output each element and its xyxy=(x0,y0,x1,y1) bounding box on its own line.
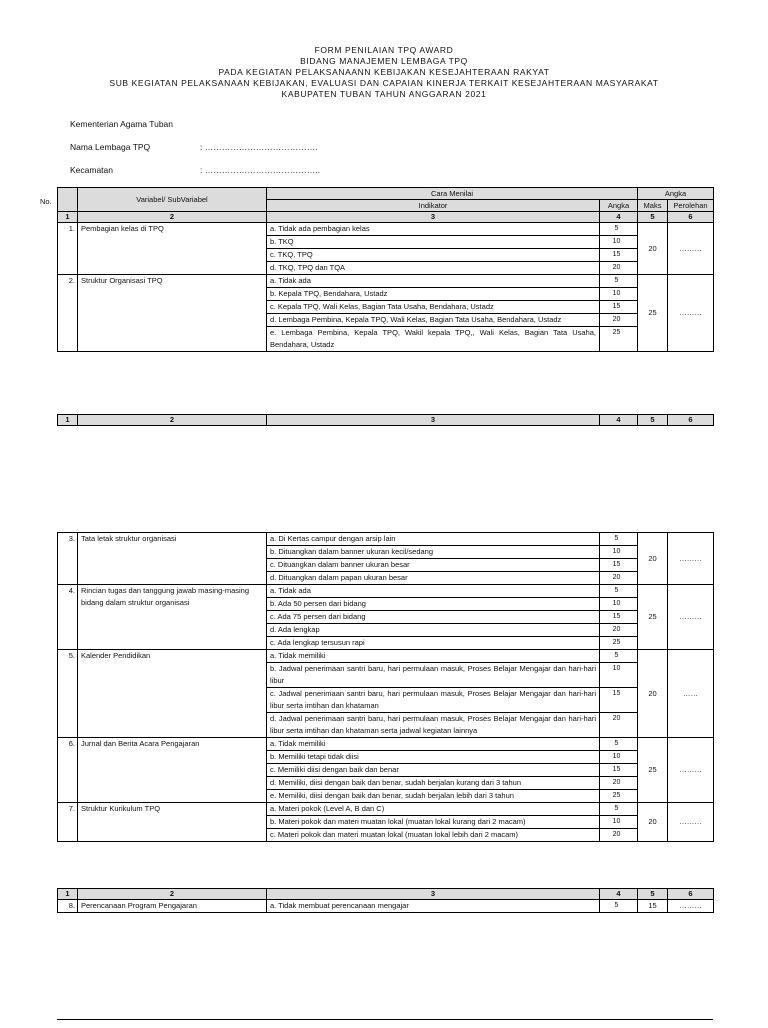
colnum-6: 6 xyxy=(668,415,714,426)
max-score: 20 xyxy=(638,803,668,842)
colnum-5: 5 xyxy=(638,889,668,900)
max-score: 15 xyxy=(638,900,668,913)
indicator-row xyxy=(58,585,714,598)
indicator-text: c. Jadwal penerimaan santri baru, hari permulaan masuk, Proses Belajar Mengajar dan hari-hari libur serta imtihan dan khataman xyxy=(267,688,600,713)
header-variabel: Variabel/ SubVariabel xyxy=(78,188,267,212)
indicator-text: a. Tidak memiliki xyxy=(267,650,600,663)
indicator-text: b. Kepala TPQ, Bendahara, Ustadz xyxy=(267,288,600,301)
indicator-score: 25 xyxy=(600,637,638,650)
column-number-strip-1 xyxy=(57,414,714,426)
header-maks: Maks xyxy=(638,200,668,212)
indicator-score: 25 xyxy=(600,327,638,352)
indicator-text: b. Materi pokok dan materi muatan lokal (muatan lokal kurang dari 2 macam) xyxy=(267,816,600,829)
section-variable: Perencanaan Program Pengajaran xyxy=(78,900,267,913)
section-number: 5. xyxy=(58,650,78,738)
assessment-table-3 xyxy=(57,888,714,913)
colnum-3: 3 xyxy=(267,212,600,223)
indicator-text: d. Memiliki, diisi dengan baik dan benar, sudah berjalan kurang dari 3 tahun xyxy=(267,777,600,790)
indicator-score: 20 xyxy=(600,713,638,738)
indicator-score: 20 xyxy=(600,262,638,275)
indicator-text: a. Tidak ada pembagian kelas xyxy=(267,223,600,236)
indicator-row xyxy=(58,803,714,816)
colnum-4: 4 xyxy=(600,415,638,426)
max-score: 25 xyxy=(638,738,668,803)
section-number: 1. xyxy=(58,223,78,275)
tpq-name-label: Nama Lembaga TPQ xyxy=(70,142,151,152)
assessment-table-2 xyxy=(57,532,714,842)
indicator-text: c. Ada 75 persen dari bidang xyxy=(267,611,600,624)
section-number: 7. xyxy=(58,803,78,842)
score-input[interactable]: ……… xyxy=(668,223,714,275)
column-number-row xyxy=(58,212,714,223)
indicator-text: b. Ada 50 persen dari bidang xyxy=(267,598,600,611)
colnum-1: 1 xyxy=(58,415,78,426)
section-number: 2. xyxy=(58,275,78,352)
indicator-score: 20 xyxy=(600,314,638,327)
max-score: 20 xyxy=(638,533,668,585)
max-score: 25 xyxy=(638,275,668,352)
colnum-3: 3 xyxy=(267,889,600,900)
section-number: 3. xyxy=(58,533,78,585)
indicator-row xyxy=(58,275,714,288)
score-input[interactable]: ……… xyxy=(668,585,714,650)
section-variable: Tata letak struktur organisasi xyxy=(78,533,267,585)
indicator-row xyxy=(58,223,714,236)
assessment-table-1 xyxy=(57,187,714,352)
indicator-text: d. TKQ, TPQ dan TQA xyxy=(267,262,600,275)
organization-name: Kementerian Agama Tuban xyxy=(70,119,174,129)
tpq-name-field[interactable] xyxy=(70,142,318,152)
indicator-row xyxy=(58,533,714,546)
indicator-score: 5 xyxy=(600,650,638,663)
header-perolehan: Perolehan xyxy=(668,200,714,212)
form-activity: PADA KEGIATAN PELAKSANAANN KEBIJAKAN KESEJAHTERAAN RAKYAT xyxy=(218,67,550,77)
section-variable: Struktur Organisasi TPQ xyxy=(78,275,267,352)
score-input[interactable]: …… xyxy=(668,650,714,738)
kecamatan-value[interactable]: : ………………………………….. xyxy=(200,165,320,175)
section-variable: Rincian tugas dan tanggung jawab masing-masing bidang dalam struktur organisasi xyxy=(78,585,267,650)
indicator-score: 25 xyxy=(600,790,638,803)
section-variable: Kalender Pendidikan xyxy=(78,650,267,738)
indicator-score: 5 xyxy=(600,533,638,546)
indicator-text: e. Lembaga Pembina, Kepala TPQ, Wakil kepala TPQ,, Wali Kelas, Bagian Tata Usaha, Bendahara, Ustadz xyxy=(267,327,600,352)
indicator-score: 5 xyxy=(600,223,638,236)
colnum-3: 3 xyxy=(267,415,600,426)
header-indikator: Indikator xyxy=(267,200,600,212)
colnum-2: 2 xyxy=(78,889,267,900)
indicator-text: a. Tidak ada xyxy=(267,585,600,598)
form-subtitle: BIDANG MANAJEMEN LEMBAGA TPQ xyxy=(300,56,468,66)
colnum-6: 6 xyxy=(668,212,714,223)
colnum-2: 2 xyxy=(78,212,267,223)
indicator-score: 10 xyxy=(600,598,638,611)
indicator-text: c. Materi pokok dan materi muatan lokal (muatan lokal lebih dari 2 macam) xyxy=(267,829,600,842)
indicator-text: a. Tidak memiliki xyxy=(267,738,600,751)
indicator-text: c. Ada lengkap tersusun rapi xyxy=(267,637,600,650)
indicator-row xyxy=(58,900,714,913)
indicator-text: a. Tidak ada xyxy=(267,275,600,288)
max-score: 25 xyxy=(638,585,668,650)
form-subactivity: SUB KEGIATAN PELAKSANAAN KEBIJAKAN, EVALUASI DAN CAPAIAN KINERJA TERKAIT KESEJAHTERAAN MASYARAKAT xyxy=(109,78,659,88)
indicator-text: b. Jadwal penerimaan santri baru, hari permulaan masuk, Proses Belajar Mengajar dan hari-hari libur xyxy=(267,663,600,688)
indicator-score: 5 xyxy=(600,900,638,913)
form-title: FORM PENILAIAN TPQ AWARD xyxy=(314,45,454,55)
section-variable: Jurnal dan Berita Acara Pengajaran xyxy=(78,738,267,803)
score-input[interactable]: ……… xyxy=(668,803,714,842)
indicator-row xyxy=(58,650,714,663)
indicator-score: 10 xyxy=(600,288,638,301)
kecamatan-field[interactable] xyxy=(70,165,320,175)
indicator-text: c. TKQ, TPQ xyxy=(267,249,600,262)
indicator-text: b. Memiliki tetapi tidak diisi xyxy=(267,751,600,764)
indicator-score: 5 xyxy=(600,803,638,816)
section-variable: Pembagian kelas di TPQ xyxy=(78,223,267,275)
header-cara-menilai: Cara Menilai xyxy=(267,188,638,200)
indicator-text: a. Materi pokok (Level A, B dan C) xyxy=(267,803,600,816)
score-input[interactable]: ……… xyxy=(668,900,714,913)
indicator-text: c. Kepala TPQ, Wali Kelas, Bagian Tata Usaha, Bendahara, Ustadz xyxy=(267,301,600,314)
indicator-text: a. Di Kertas campur dengan arsip lain xyxy=(267,533,600,546)
section-number: 6. xyxy=(58,738,78,803)
colnum-6: 6 xyxy=(668,889,714,900)
form-year: KABUPATEN TUBAN TAHUN ANGGARAN 2021 xyxy=(281,89,487,99)
score-input[interactable]: ……… xyxy=(668,738,714,803)
indicator-text: a. Tidak membuat perencanaan mengajar xyxy=(267,900,600,913)
section-number: 8. xyxy=(58,900,78,913)
max-score: 20 xyxy=(638,223,668,275)
indicator-score: 15 xyxy=(600,301,638,314)
indicator-score: 20 xyxy=(600,829,638,842)
indicator-score: 5 xyxy=(600,275,638,288)
tpq-name-value[interactable]: : …………………………………. xyxy=(200,142,318,152)
indicator-text: d. Lembaga Pembina, Kepala TPQ, Wali Kelas, Bagian Tata Usaha, Bendahara, Ustadz xyxy=(267,314,600,327)
indicator-text: c. Dituangkan dalam banner ukuran besar xyxy=(267,559,600,572)
indicator-text: d. Dituangkan dalam papan ukuran besar xyxy=(267,572,600,585)
indicator-score: 10 xyxy=(600,546,638,559)
score-input[interactable]: ……… xyxy=(668,533,714,585)
kecamatan-label: Kecamatan xyxy=(70,165,113,175)
indicator-text: d. Jadwal penerimaan santri baru, hari permulaan masuk, Proses Belajar Mengajar dan hari-hari libur serta imtihan dan khataman serta jadwal kegiatan lainnya xyxy=(267,713,600,738)
indicator-score: 15 xyxy=(600,764,638,777)
colnum-5: 5 xyxy=(638,212,668,223)
header-blank xyxy=(58,188,78,212)
indicator-score: 20 xyxy=(600,777,638,790)
colnum-1: 1 xyxy=(58,889,78,900)
header-angka-group: Angka xyxy=(638,188,714,200)
colnum-1: 1 xyxy=(58,212,78,223)
score-input[interactable]: ……… xyxy=(668,275,714,352)
indicator-score: 15 xyxy=(600,559,638,572)
indicator-score: 20 xyxy=(600,572,638,585)
indicator-score: 10 xyxy=(600,236,638,249)
indicator-row xyxy=(58,738,714,751)
colnum-5: 5 xyxy=(638,415,668,426)
indicator-score: 10 xyxy=(600,663,638,688)
indicator-text: b. TKQ xyxy=(267,236,600,249)
indicator-score: 5 xyxy=(600,738,638,751)
colnum-4: 4 xyxy=(600,889,638,900)
section-variable: Struktur Kurikulum TPQ xyxy=(78,803,267,842)
indicator-text: d. Ada lengkap xyxy=(267,624,600,637)
indicator-score: 15 xyxy=(600,611,638,624)
indicator-score: 10 xyxy=(600,816,638,829)
header-angka: Angka xyxy=(600,200,638,212)
colnum-2: 2 xyxy=(78,415,267,426)
no-column-header: No. xyxy=(40,197,52,206)
max-score: 20 xyxy=(638,650,668,738)
indicator-score: 15 xyxy=(600,688,638,713)
indicator-score: 20 xyxy=(600,624,638,637)
indicator-score: 10 xyxy=(600,751,638,764)
colnum-4: 4 xyxy=(600,212,638,223)
indicator-text: e. Memiliki, diisi dengan baik dan benar, sudah berjalan lebih dari 3 tahun xyxy=(267,790,600,803)
indicator-score: 15 xyxy=(600,249,638,262)
indicator-text: b. Dituangkan dalam banner ukuran kecil/sedang xyxy=(267,546,600,559)
indicator-text: c. Memiliki diisi dengan baik dan benar xyxy=(267,764,600,777)
section-number: 4. xyxy=(58,585,78,650)
indicator-score: 5 xyxy=(600,585,638,598)
